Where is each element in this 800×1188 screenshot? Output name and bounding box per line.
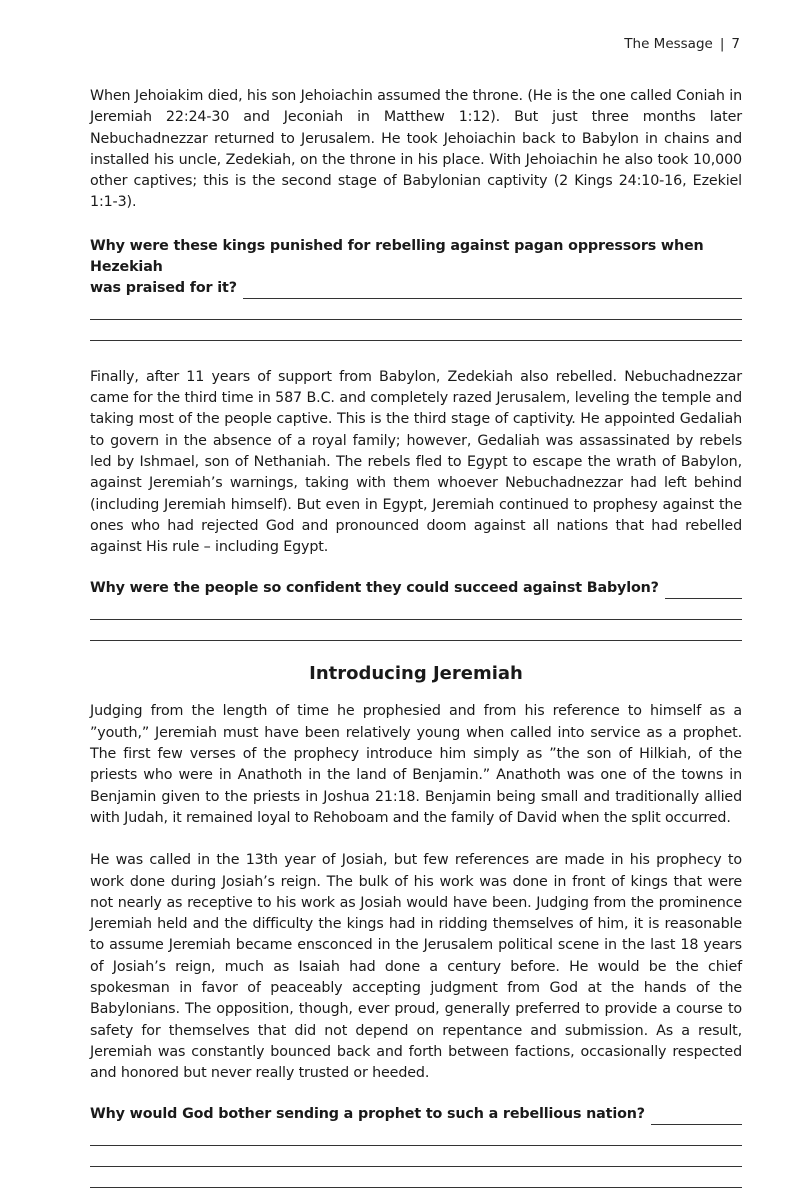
running-header-title: The Message — [624, 36, 713, 52]
answer-blank[interactable] — [665, 582, 742, 599]
answer-blank[interactable] — [651, 1108, 742, 1125]
page-content — [90, 86, 742, 1188]
question-1-line-2: was praised for it? — [90, 279, 237, 296]
question-1 — [90, 236, 742, 299]
paragraph-introducing-jeremiah: Judging from the length of time he prophesied and from his reference to himself as a ”youth,” Jeremiah must have been relatively young when called into service as a prophet. The first few verses of the prophecy introduce him simply as ”the son of Hilkiah, of the priests who were in Anathoth in the land of Benjamin.” Anathoth was one of the towns in Benjamin given to the priests in Joshua 21:18. Benjamin being small and traditionally allied with Judah, it remained loyal to Rehoboam and the family of David when the split occurred. — [90, 703, 742, 826]
paragraph-josiah-reign: He was called in the 13th year of Josiah, but few references are made in his prophecy to work done during Josiah’s reign. The bulk of his work was done in front of kings that were not nearly as receptive to his work as Josiah would have been. Judging from the prominence Jeremiah held and the difficulty the kings had in ridding themselves of him, it is reasonable to assume Jeremiah became ensconced in the Jerusalem political scene in the last 18 years of Josiah’s reign, much as Isaiah had done a century before. He would be the chief spokesman in favor of peaceably accepting judgment from God at the hands of the Babylonians. The opposition, though, ever proud, generally preferred to provide a course to safety for themselves that did not depend on repentance and submission. As a result, Jeremiah was constantly bounced back and forth between factions, occasionally respected and honored but never really trusted or heeded. — [90, 852, 742, 1082]
page-number: 7 — [731, 36, 740, 52]
question-2 — [90, 578, 742, 599]
section-heading: Introducing Jeremiah — [309, 663, 523, 685]
header-separator: | — [719, 36, 725, 52]
question-2-text: Why were the people so confident they could succeed against Babylon? — [90, 580, 659, 597]
answer-line[interactable] — [90, 1125, 742, 1146]
paragraph-zedekiah: Finally, after 11 years of support from Babylon, Zedekiah also rebelled. Nebuchadnezzar came for the third time in 587 B.C. and completely razed Jerusalem, leveling the temple and taking most of the people captive. This is the third stage of captivity. He appointed Gedaliah to govern in the absence of a royal family; however, Gedaliah was assassinated by rebels led by Ishmael, son of Nethaniah. The rebels fled to Egypt to escape the wrath of Babylon, against Jeremiah’s warnings, taking with them whoever Nebuchadnezzar had left behind (including Jeremiah himself). But even in Egypt, Jeremiah continued to prophesy against the ones who had rejected God and pronounced doom against all nations that had rebelled against His rule – including Egypt. — [90, 368, 742, 556]
question-3 — [90, 1104, 742, 1125]
answer-line[interactable] — [90, 320, 742, 341]
answer-line[interactable] — [90, 299, 742, 320]
question-1-line-1: Why were these kings punished for rebelling against pagan oppressors when Hezekiah — [90, 237, 704, 275]
answer-line[interactable] — [90, 599, 742, 620]
answer-line[interactable] — [90, 1167, 742, 1188]
answer-line[interactable] — [90, 620, 742, 641]
answer-blank[interactable] — [243, 282, 742, 299]
running-header — [624, 36, 740, 52]
question-3-text: Why would God bother sending a prophet to such a rebellious nation? — [90, 1105, 645, 1122]
paragraph-jehoiachin: When Jehoiakim died, his son Jehoiachin assumed the throne. (He is the one called Coniah in Jeremiah 22:24-30 and Jeconiah in Matthew 1:12). But just three months later Nebuchadnezzar returned to Jerusalem. He took Jehoiachin back to Babylon in chains and installed his uncle, Zedekiah, on the throne in his place. With Jehoiachin he also took 10,000 other captives; this is the second stage of Babylonian captivity (2 Kings 24:10-16, Ezekiel 1:1-3). — [90, 88, 742, 211]
